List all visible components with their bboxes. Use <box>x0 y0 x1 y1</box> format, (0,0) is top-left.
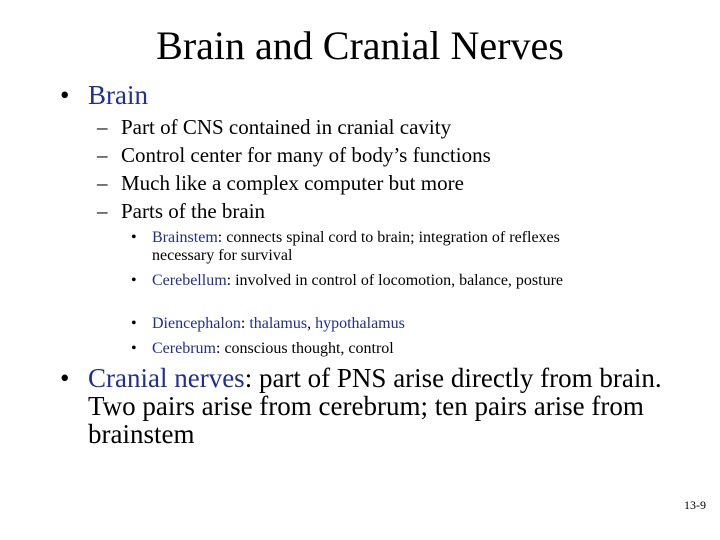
brain-heading: Brain <box>88 80 148 110</box>
brain-part-cerebrum <box>131 340 631 358</box>
part-sep: : <box>217 229 227 246</box>
part-desc: involved in control of locomotion, balance, posture <box>235 272 564 289</box>
brain-point-text: Much like a complex computer but more <box>121 171 464 195</box>
part-comma: , <box>307 315 316 332</box>
dash-marker: – <box>97 143 108 167</box>
cranial-desc: : part of PNS arise directly from brain. Two pairs arise from cerebrum; ten pairs arise from brainstem <box>88 363 662 449</box>
bullet-brain <box>60 82 148 109</box>
part-term: Brainstem <box>152 229 218 246</box>
brain-point-2 <box>97 143 491 167</box>
dash-marker: – <box>97 199 108 223</box>
dash-marker: – <box>97 115 108 139</box>
bullet-cranial-nerves <box>60 364 680 448</box>
bullet-marker: • <box>60 363 70 393</box>
dash-marker: – <box>97 171 108 195</box>
brain-part-diencephalon <box>131 315 631 333</box>
bullet-marker: • <box>131 315 137 332</box>
brain-part-cerebellum <box>131 272 611 290</box>
part-sep: : <box>226 272 236 289</box>
brain-point-text: Control center for many of body’s functions <box>121 143 491 167</box>
brain-point-4 <box>97 199 265 223</box>
brain-point-1 <box>97 115 451 139</box>
brain-part-brainstem <box>131 229 611 265</box>
slide-number: 13-9 <box>684 498 706 512</box>
part-term: Diencephalon <box>152 315 241 332</box>
part-term: Cerebrum <box>152 340 216 357</box>
brain-point-text: Parts of the brain <box>121 199 266 223</box>
part-sep: : <box>215 340 225 357</box>
brain-point-text: Part of CNS contained in cranial cavity <box>121 115 452 139</box>
part-desc: conscious thought, control <box>224 340 394 357</box>
part-sep: : <box>240 315 250 332</box>
bullet-marker: • <box>60 80 70 110</box>
bullet-marker: • <box>131 272 137 289</box>
bullet-marker: • <box>131 229 137 246</box>
part-desc: connects spinal cord to brain; integration of reflexes necessary for survival <box>152 229 560 264</box>
brain-point-3 <box>97 171 464 195</box>
part-subterm-hypothalamus: hypothalamus <box>315 315 405 332</box>
part-term: Cerebellum <box>152 272 227 289</box>
bullet-marker: • <box>131 340 137 357</box>
slide-title: Brain and Cranial Nerves <box>156 23 564 68</box>
part-subterm-thalamus: thalamus <box>249 315 308 332</box>
cranial-term: Cranial nerves <box>88 363 245 393</box>
